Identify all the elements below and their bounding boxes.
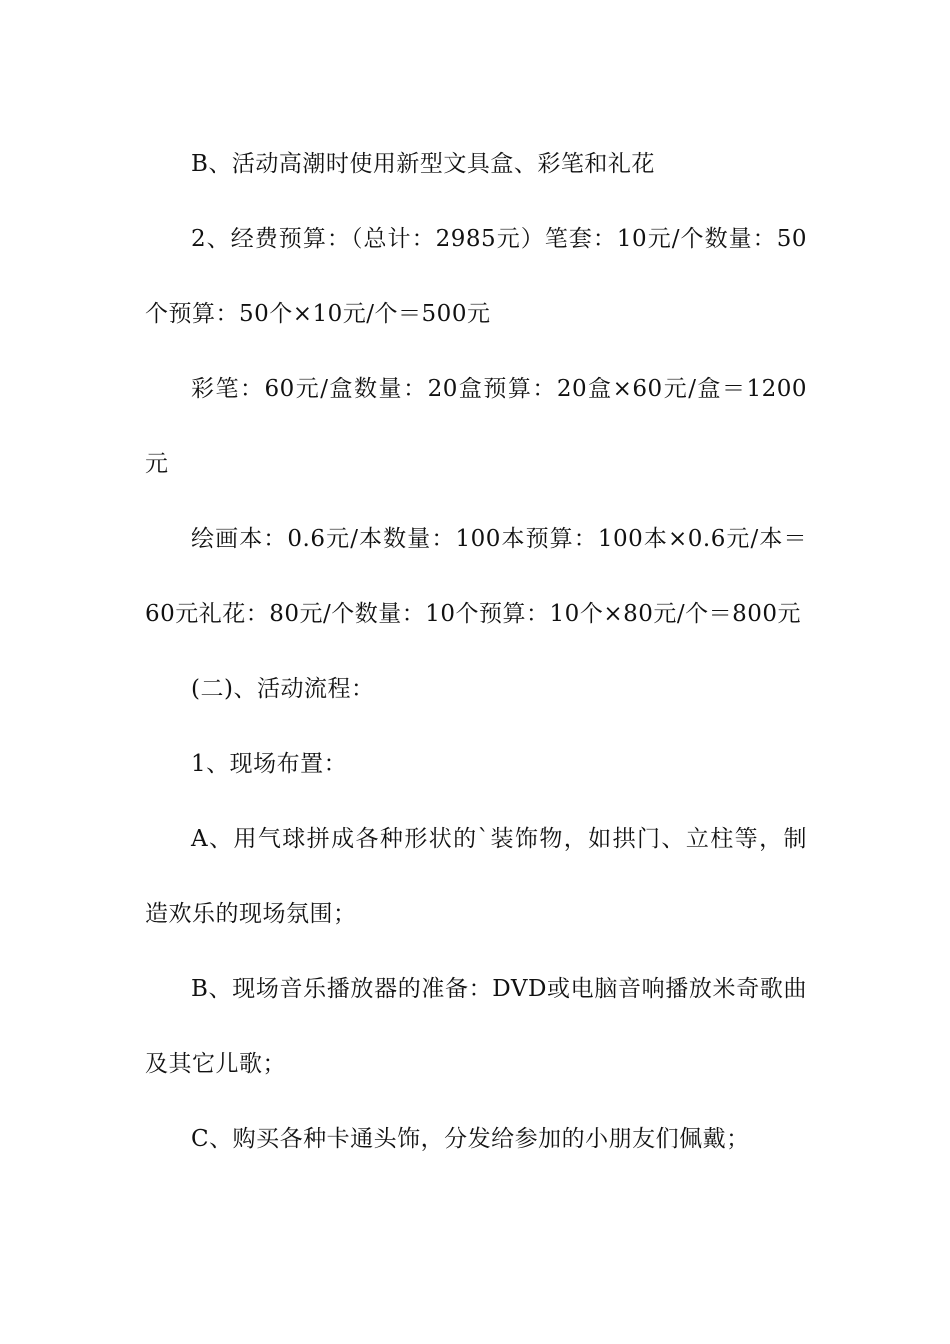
paragraph-budget-drawing-books: 绘画本：0.6元/本数量：100本预算：100本×0.6元/本＝60元礼花：80元/个数量：10个预算：10个×80元/个＝800元 [145,526,807,627]
paragraph-budget-color-pens: 彩笔：60元/盒数量：20盒预算：20盒×60元/盒＝1200元 [145,376,807,477]
paragraph-budget-pen-cover: 2、经费预算：（总计：2985元）笔套：10元/个数量：50个预算：50个×10元/个＝500元 [145,226,807,327]
paragraph-item-c-headwear: C、购买各种卡通头饰，分发给参加的小朋友们佩戴； [191,1126,750,1152]
paragraph-item-b-climax: B、活动高潮时使用新型文具盒、彩笔和礼花 [191,151,655,177]
section-heading-activity-flow: (二)、活动流程： [191,676,375,702]
paragraph-item-a-balloons: A、用气球拼成各种形状的`装饰物，如拱门、立柱等，制造欢乐的现场氛围； [145,826,807,927]
document-body [145,127,807,1177]
subheading-venue-setup: 1、现场布置： [191,751,348,777]
paragraph-item-b-music: B、现场音乐播放器的准备：DVD或电脑音响播放米奇歌曲及其它儿歌； [145,976,807,1077]
